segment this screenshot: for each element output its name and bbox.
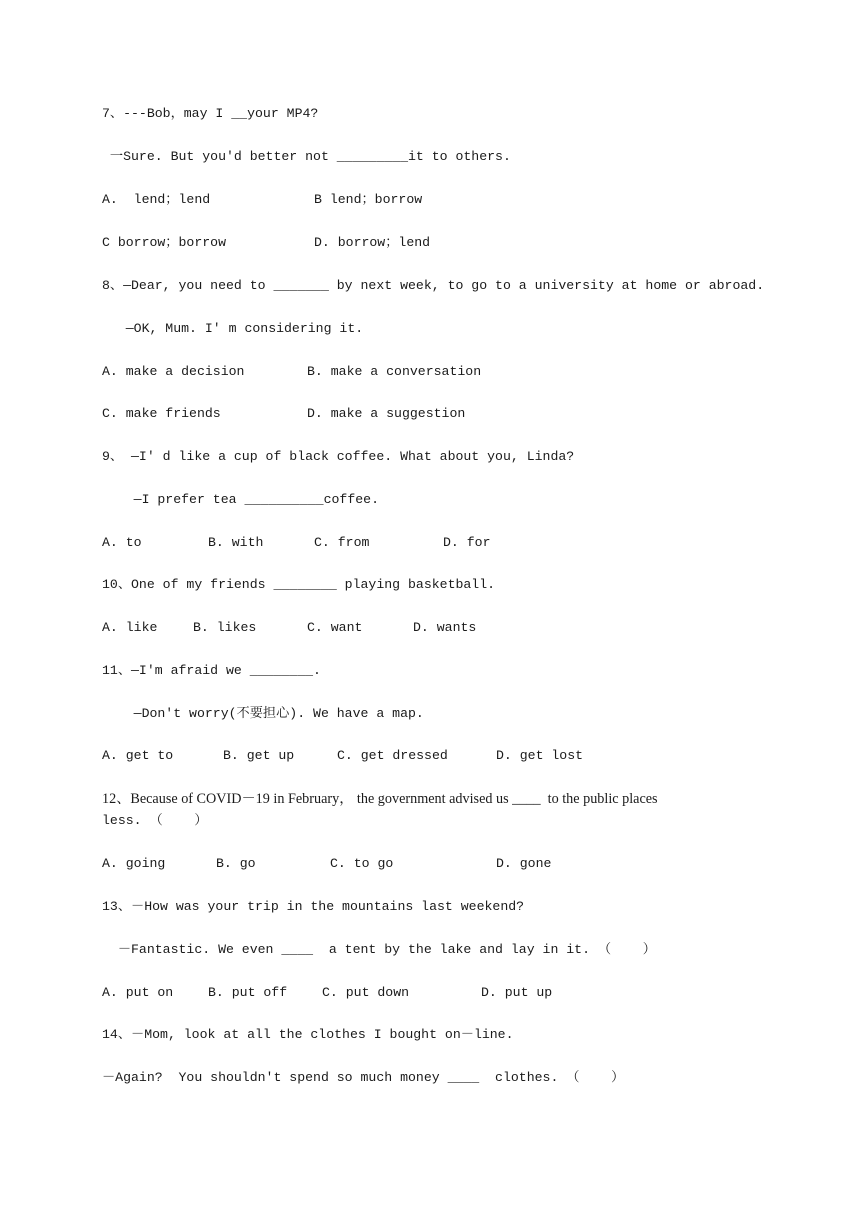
question-11-reply: —Don't worry(不要担心). We have a map. (102, 706, 424, 721)
question-14-reply: －Again? You shouldn't spend so much money ____ clothes. （ ） (102, 1070, 625, 1085)
question-11-option-b: B. get up (223, 748, 295, 763)
question-9-stem: 9、 —I' d like a cup of black coffee. What about you, Linda? (102, 449, 575, 464)
question-8-option-c: C. make friends (102, 406, 221, 421)
question-14-stem: 14、－Mom, look at all the clothes I bought on－line. (102, 1027, 514, 1042)
question-10-option-c: C. want (307, 620, 363, 635)
question-9-option-a: A. to (102, 535, 142, 550)
question-13-reply: －Fantastic. We even ____ a tent by the lake and lay in it. （ ） (102, 942, 656, 957)
question-11-stem: 11、—I'm afraid we ________. (102, 663, 321, 678)
question-8-option-d: D. make a suggestion (307, 406, 466, 421)
question-8-option-a: A. make a decision (102, 364, 245, 379)
question-13-stem: 13、－How was your trip in the mountains last weekend? (102, 899, 525, 914)
question-13-option-d: D. put up (481, 985, 553, 1000)
question-7-option-c: C borrow；borrow (102, 235, 226, 250)
question-13-option-c: C. put down (322, 985, 410, 1000)
question-8-reply: —OK, Mum. I' m considering it. (102, 321, 364, 336)
question-12-stem: 12、Because of COVID－19 in February， the government advised us ____ to the public places (102, 791, 658, 807)
question-7-option-b: B lend；borrow (314, 192, 423, 207)
question-10-stem: 10、One of my friends ________ playing basketball. (102, 577, 496, 592)
question-12-option-c: C. to go (330, 856, 394, 871)
question-9-option-b: B. with (208, 535, 264, 550)
question-9-reply: —I prefer tea __________coffee. (102, 492, 379, 507)
question-9-option-d: D. for (443, 535, 491, 550)
question-11-option-d: D. get lost (496, 748, 584, 763)
question-12-option-b: B. go (216, 856, 256, 871)
question-7-stem: 7、---Bob，may I __your MP4? (102, 106, 319, 121)
question-8-option-b: B. make a conversation (307, 364, 482, 379)
question-13-option-b: B. put off (208, 985, 288, 1000)
question-9-option-c: C. from (314, 535, 370, 550)
question-7-option-a: A. lend；lend (102, 192, 211, 207)
question-11-option-c: C. get dressed (337, 748, 448, 763)
question-10-option-b: B. likes (193, 620, 257, 635)
question-10-option-d: D. wants (413, 620, 477, 635)
question-12-option-a: A. going (102, 856, 166, 871)
question-7-option-d: D. borrow；lend (314, 235, 431, 250)
question-7-reply: 一Sure. But you'd better not _________it to others. (102, 149, 511, 164)
question-8-stem: 8、—Dear, you need to _______ by next week, to go to a university at home or abroad. (102, 278, 765, 293)
question-11-option-a: A. get to (102, 748, 174, 763)
question-12-stem-continued: less. （ ） (102, 813, 208, 828)
question-10-option-a: A. like (102, 620, 158, 635)
question-12-option-d: D. gone (496, 856, 552, 871)
question-13-option-a: A. put on (102, 985, 174, 1000)
